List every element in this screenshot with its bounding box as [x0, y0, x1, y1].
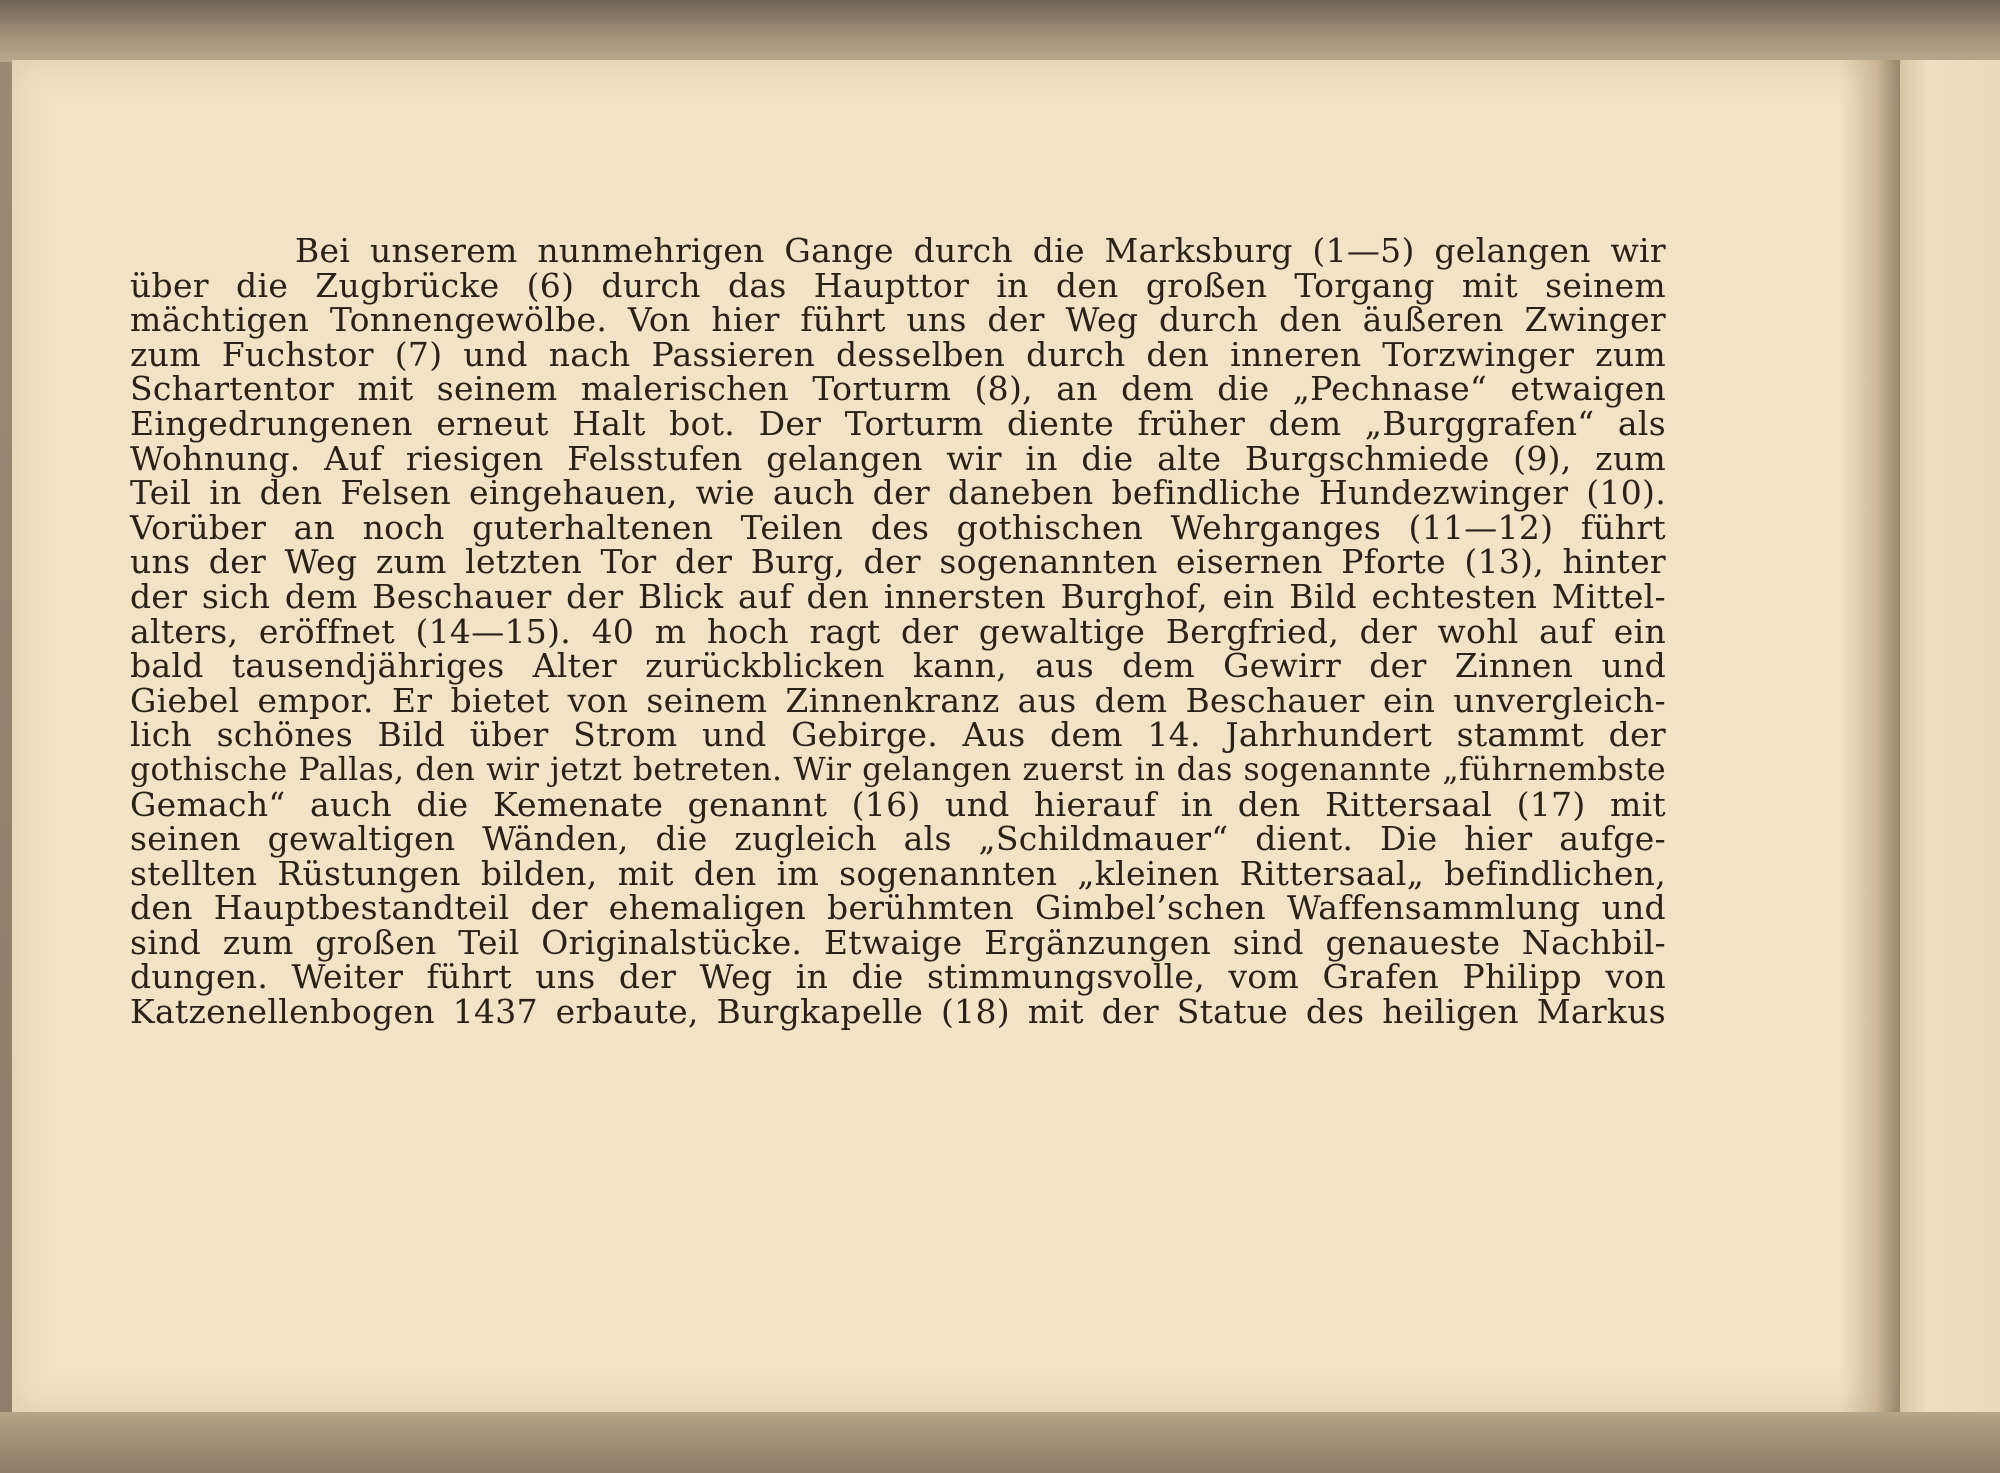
text-line: gothische Pallas, den wir jetzt betreten. Wir gelangen zuerst in das sogenannte „führnembste [130, 751, 1666, 788]
text-line: dungen. Weiter führt uns der Weg in die stimmungsvolle, vom Grafen Philipp von [130, 957, 1666, 997]
text-line: Gemach“ auch die Kemenate genannt (16) und hierauf in den Rittersaal (17) mit [130, 784, 1666, 824]
text-line: lich schönes Bild über Strom und Gebirge. Aus dem 14. Jahrhundert stammt der [130, 715, 1666, 755]
text-line: mächtigen Tonnengewölbe. Von hier führt uns der Weg durch den äußeren Zwinger [130, 300, 1666, 340]
spine-shadow [1840, 60, 1900, 1412]
text-line: stellten Rüstungen bilden, mit den im sogenannten „kleinen Rittersaal„ befindlichen, [130, 853, 1666, 893]
text-line: Teil in den Felsen eingehauen, wie auch der daneben befindliche Hundezwinger (10). [130, 473, 1666, 513]
text-line: uns der Weg zum letzten Tor der Burg, der sogenannten eisernen Pforte (13), hinter [130, 542, 1666, 582]
text-line: Giebel empor. Er bietet von seinem Zinnenkranz aus dem Beschauer ein unvergleich- [130, 680, 1666, 720]
text-line: bald tausendjähriges Alter zurückblicken kann, aus dem Gewirr der Zinnen und [130, 646, 1666, 686]
text-line: Wohnung. Auf riesigen Felsstufen gelangen wir in die alte Burgschmiede (9), zum [130, 438, 1666, 478]
text-line: zum Fuchstor (7) und nach Passieren desselben durch den inneren Torzwinger zum [130, 334, 1666, 374]
text-line: der sich dem Beschauer der Blick auf den innersten Burghof, ein Bild echtesten Mittel- [130, 576, 1666, 616]
bottom-page-edge [0, 1412, 2000, 1473]
text-line: über die Zugbrücke (6) durch das Haupttor in den großen Torgang mit seinem [130, 265, 1666, 305]
text-line: den Hauptbestandteil der ehemaligen berühmten Gimbel’schen Waffensammlung und [130, 888, 1666, 928]
text-line: Katzenellenbogen 1437 erbaute, Burgkapelle (18) mit der Statue des heiligen Markus [130, 992, 1666, 1032]
text-line: seinen gewaltigen Wänden, die zugleich als „Schildmauer“ dient. Die hier aufge- [130, 819, 1666, 859]
top-page-edge [0, 0, 2000, 62]
text-line: alters, eröffnet (14—15). 40 m hoch ragt der gewaltige Bergfried, der wohl auf ein [130, 611, 1666, 651]
text-line: Vorüber an noch guterhaltenen Teilen des gothischen Wehrganges (11—12) führt [130, 507, 1666, 547]
text-line: Bei unserem nunmehrigen Gange durch die Marksburg (1—5) gelangen wir [295, 231, 1666, 270]
text-line: Schartentor mit seinem malerischen Torturm (8), an dem die „Pechnase“ etwaigen [130, 369, 1666, 409]
text-line: Eingedrungenen erneut Halt bot. Der Torturm diente früher dem „Burggrafen“ als [130, 403, 1666, 443]
text-line: sind zum großen Teil Originalstücke. Etwaige Ergänzungen sind genaueste Nachbil- [130, 922, 1666, 962]
facing-page-edge [1900, 60, 2000, 1412]
body-text [130, 231, 1666, 1032]
